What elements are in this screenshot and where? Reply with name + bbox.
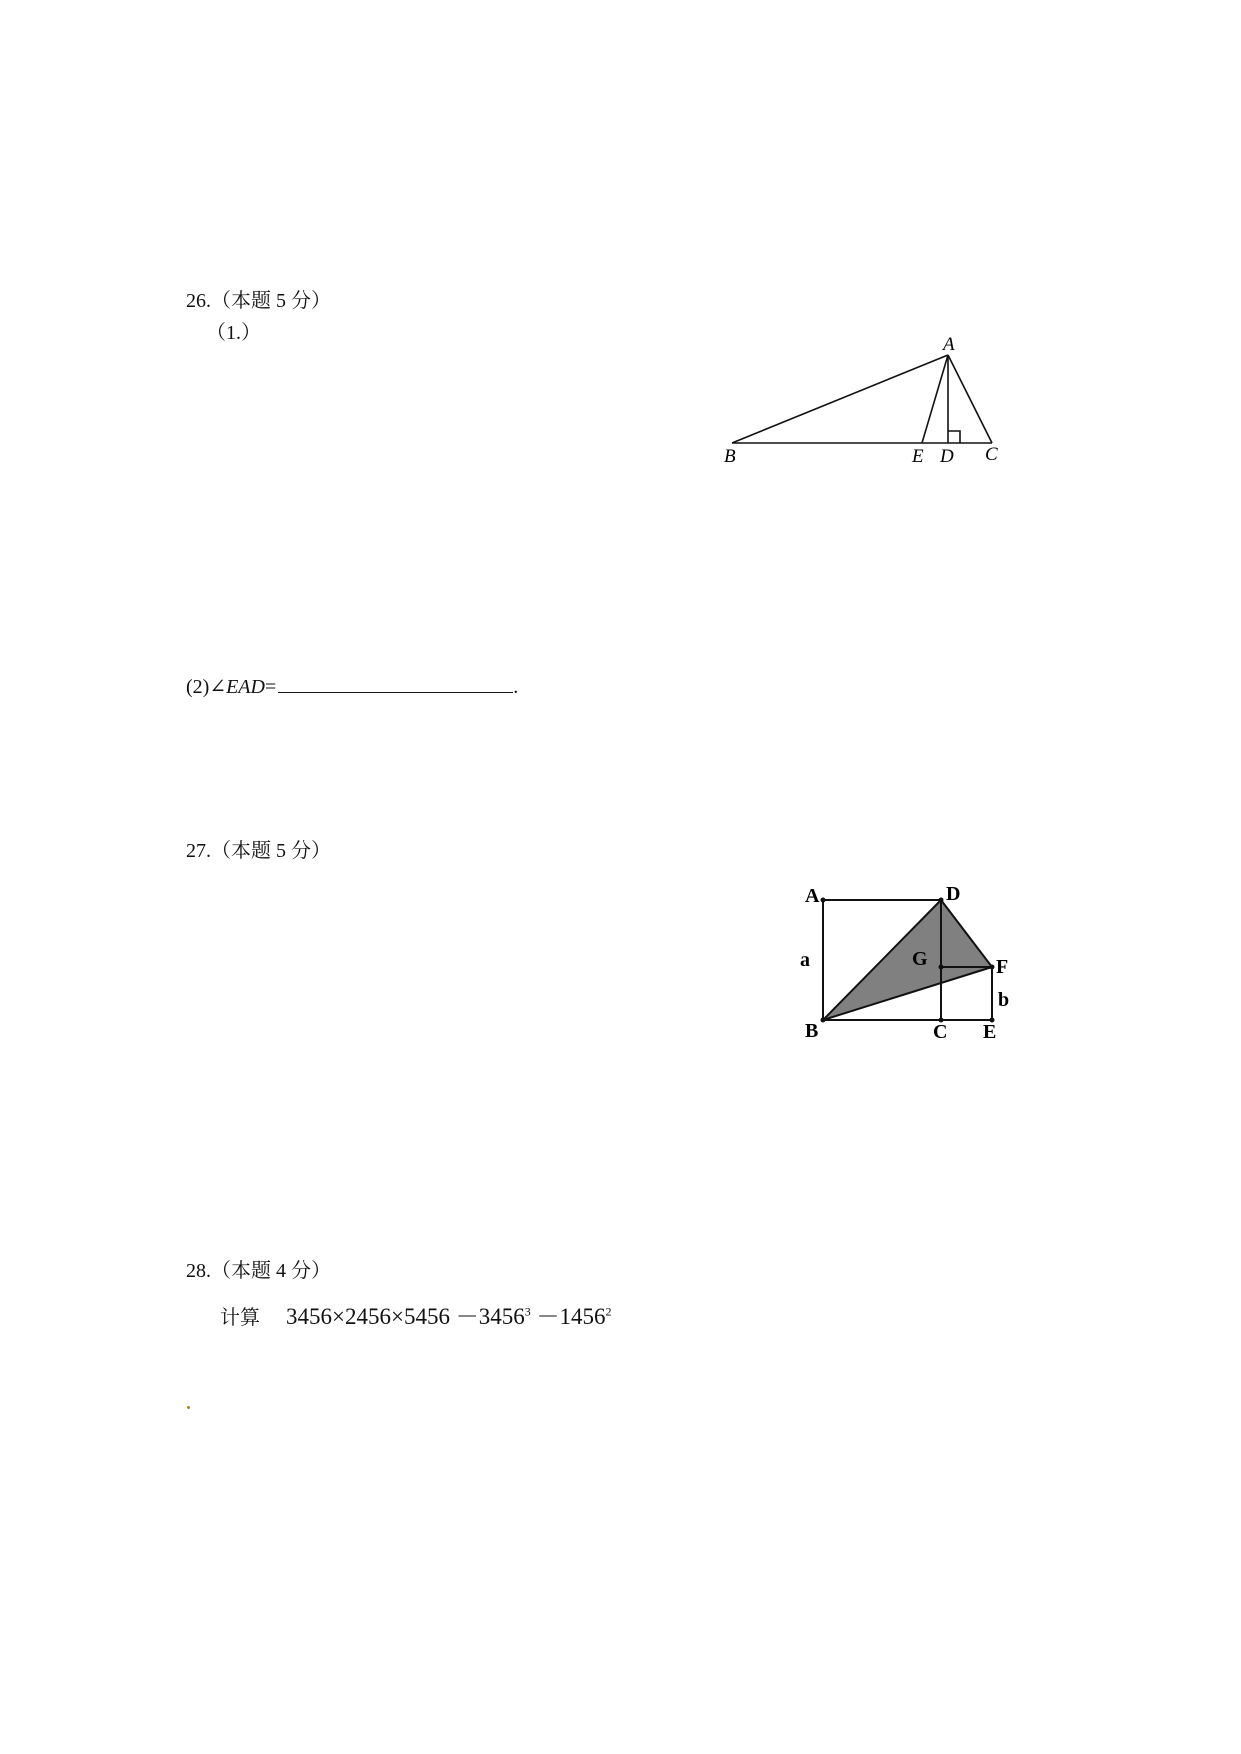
label-d: D <box>946 883 961 905</box>
angle-name: EAD <box>226 676 265 698</box>
q26-part2-prefix: (2) <box>186 676 210 698</box>
segment-ab <box>732 355 948 443</box>
shaded-triangle-bdf <box>823 900 992 1020</box>
period: . <box>513 676 519 698</box>
term-product: 3456×2456×5456 <box>286 1304 450 1329</box>
q27-squares-figure <box>800 880 1030 1050</box>
segment-ac <box>948 355 992 443</box>
calc-label: 计算 <box>220 1307 260 1329</box>
right-angle-mark <box>948 431 960 443</box>
label-a-side: a <box>800 949 810 971</box>
term-square-exponent: 2 <box>605 1304 612 1319</box>
term-square-base: 1456 <box>559 1304 606 1329</box>
answer-blank <box>278 672 513 693</box>
q28-expression <box>220 1298 611 1331</box>
segment-ae <box>922 355 948 443</box>
stray-mark <box>187 1406 190 1409</box>
q27-heading: 27.（本题 5 分） <box>186 840 331 862</box>
term-cube-base: 3456 <box>478 1304 525 1329</box>
q26-part1-label: （1.） <box>206 322 261 344</box>
minus-sign: － <box>536 1304 560 1329</box>
q28-heading: 28.（本题 4 分） <box>186 1260 331 1282</box>
label-e: E <box>912 446 924 467</box>
q26-heading: 26.（本题 5 分） <box>186 290 331 312</box>
label-e: E <box>983 1021 997 1043</box>
label-c: C <box>985 444 998 465</box>
minus-sign: － <box>455 1304 479 1329</box>
label-f: F <box>996 956 1009 978</box>
label-d: D <box>940 446 954 467</box>
label-c: C <box>933 1021 948 1043</box>
label-g: G <box>912 948 928 970</box>
label-b: B <box>724 446 736 467</box>
q26-triangle-figure <box>720 330 1020 470</box>
equals-sign: = <box>264 676 277 698</box>
label-a: A <box>805 885 820 907</box>
label-b: B <box>805 1020 819 1042</box>
label-b-side: b <box>998 989 1010 1011</box>
angle-symbol: ∠ <box>209 676 227 698</box>
label-a: A <box>943 334 955 355</box>
term-cube-exponent: 3 <box>524 1304 531 1319</box>
q26-part2 <box>186 672 518 699</box>
